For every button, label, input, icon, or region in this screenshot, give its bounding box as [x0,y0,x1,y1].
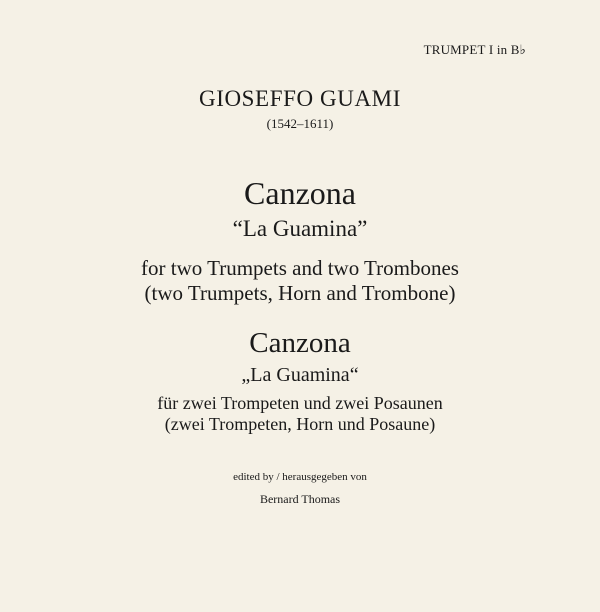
title-english: Canzona [244,175,356,211]
instrumentation-german-line2: (zwei Trompeten, Horn und Posaune) [164,414,436,434]
instrumentation-german-line1: für zwei Trompeten und zwei Posaunen [157,393,443,413]
instrumentation-english-line1: for two Trumpets and two Trombones [141,256,459,280]
composer-name: GIOSEFFO GUAMI [198,86,401,111]
composer-dates: (1542–1611) [266,116,334,131]
title-german: Canzona [249,327,351,359]
edited-by-label: edited by / herausgegeben von [233,471,367,483]
part-label: TRUMPET I in B♭ [423,42,526,57]
subtitle-german: „La Guamina“ [241,364,359,386]
instrumentation-english-line2: (two Trumpets, Horn and Trombone) [144,281,456,305]
editor-name: Bernard Thomas [259,492,341,506]
subtitle-english: “La Guamina” [232,216,368,241]
